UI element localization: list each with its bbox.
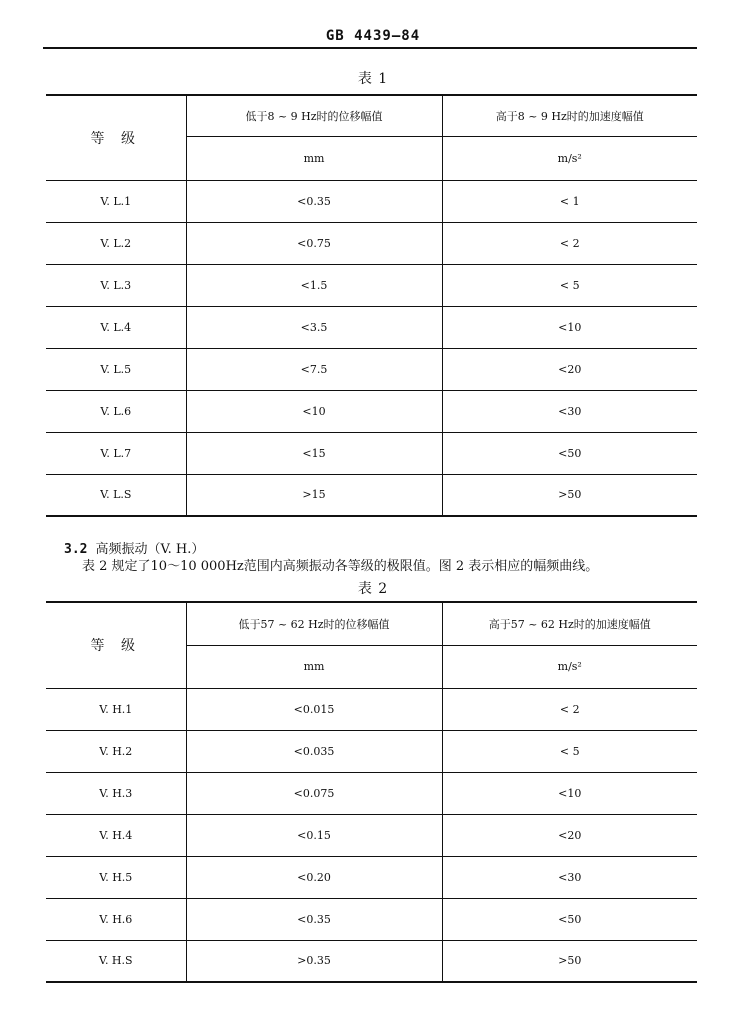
- section-title: 高频振动（V. H.）: [95, 542, 205, 557]
- grade-cell: V. L.3: [46, 264, 186, 306]
- table1-disp-header: 低于8 ~ 9 Hz时的位移幅值: [186, 95, 442, 136]
- displacement-cell: <0.35: [186, 898, 442, 940]
- grade-cell: V. L.2: [46, 222, 186, 264]
- table2-grade-header: 等 级: [46, 602, 186, 688]
- table-row: [46, 264, 697, 306]
- table-row: [46, 474, 697, 516]
- grade-cell: V. H.6: [46, 898, 186, 940]
- table-row: [46, 390, 697, 432]
- displacement-cell: >15: [186, 474, 442, 516]
- table-row: [46, 180, 697, 222]
- displacement-cell: <1.5: [186, 264, 442, 306]
- displacement-cell: <0.75: [186, 222, 442, 264]
- grade-cell: V. H.4: [46, 814, 186, 856]
- table1-acc-unit: m/s²: [442, 136, 697, 180]
- acceleration-cell: < 5: [442, 264, 697, 306]
- grade-cell: V. H.5: [46, 856, 186, 898]
- acceleration-cell: <30: [442, 390, 697, 432]
- displacement-cell: <7.5: [186, 348, 442, 390]
- section-number: 3.2: [64, 542, 88, 557]
- acceleration-cell: <20: [442, 814, 697, 856]
- displacement-cell: <10: [186, 390, 442, 432]
- grade-cell: V. L.4: [46, 306, 186, 348]
- table1: [46, 94, 697, 517]
- acceleration-cell: >50: [442, 940, 697, 982]
- acceleration-cell: <20: [442, 348, 697, 390]
- table-row: [46, 898, 697, 940]
- acceleration-cell: < 5: [442, 730, 697, 772]
- grade-cell: V. L.6: [46, 390, 186, 432]
- document-number: GB 4439—84: [325, 28, 421, 44]
- table1-grade-header: 等 级: [46, 95, 186, 180]
- grade-cell: V. H.3: [46, 772, 186, 814]
- grade-cell: V. H.S: [46, 940, 186, 982]
- grade-cell: V. L.7: [46, 432, 186, 474]
- table1-acc-header: 高于8 ~ 9 Hz时的加速度幅值: [442, 95, 697, 136]
- header-rule: [43, 47, 697, 49]
- acceleration-cell: < 2: [442, 688, 697, 730]
- table-row: [46, 688, 697, 730]
- acceleration-cell: < 2: [442, 222, 697, 264]
- table-row: [46, 348, 697, 390]
- table-row: [46, 772, 697, 814]
- acceleration-cell: <10: [442, 772, 697, 814]
- grade-cell: V. L.1: [46, 180, 186, 222]
- acceleration-cell: < 1: [442, 180, 697, 222]
- table-row: [46, 730, 697, 772]
- table-row: [46, 432, 697, 474]
- table-row: [46, 856, 697, 898]
- section-paragraph: 表 2 规定了10～10 000Hz范围内高频振动各等级的极限值。图 2 表示相应的幅频曲线。: [82, 559, 599, 574]
- grade-cell: V. H.1: [46, 688, 186, 730]
- table-row: [46, 306, 697, 348]
- acceleration-cell: <30: [442, 856, 697, 898]
- table-row: [46, 814, 697, 856]
- acceleration-cell: >50: [442, 474, 697, 516]
- acceleration-cell: <50: [442, 898, 697, 940]
- displacement-cell: <0.015: [186, 688, 442, 730]
- grade-cell: V. L.5: [46, 348, 186, 390]
- table2-disp-header: 低于57 ~ 62 Hz时的位移幅值: [186, 602, 442, 645]
- displacement-cell: <0.075: [186, 772, 442, 814]
- table2-acc-header: 高于57 ~ 62 Hz时的加速度幅值: [442, 602, 697, 645]
- table2-disp-unit: mm: [186, 645, 442, 688]
- displacement-cell: <3.5: [186, 306, 442, 348]
- displacement-cell: <15: [186, 432, 442, 474]
- acceleration-cell: <10: [442, 306, 697, 348]
- table1-caption: 表 1: [357, 71, 389, 87]
- table2: [46, 601, 697, 983]
- acceleration-cell: <50: [442, 432, 697, 474]
- table-row: [46, 940, 697, 982]
- table-row: [46, 222, 697, 264]
- grade-cell: V. L.S: [46, 474, 186, 516]
- table1-disp-unit: mm: [186, 136, 442, 180]
- displacement-cell: <0.20: [186, 856, 442, 898]
- displacement-cell: <0.035: [186, 730, 442, 772]
- displacement-cell: <0.35: [186, 180, 442, 222]
- table2-acc-unit: m/s²: [442, 645, 697, 688]
- displacement-cell: >0.35: [186, 940, 442, 982]
- table2-caption: 表 2: [357, 581, 389, 597]
- grade-cell: V. H.2: [46, 730, 186, 772]
- displacement-cell: <0.15: [186, 814, 442, 856]
